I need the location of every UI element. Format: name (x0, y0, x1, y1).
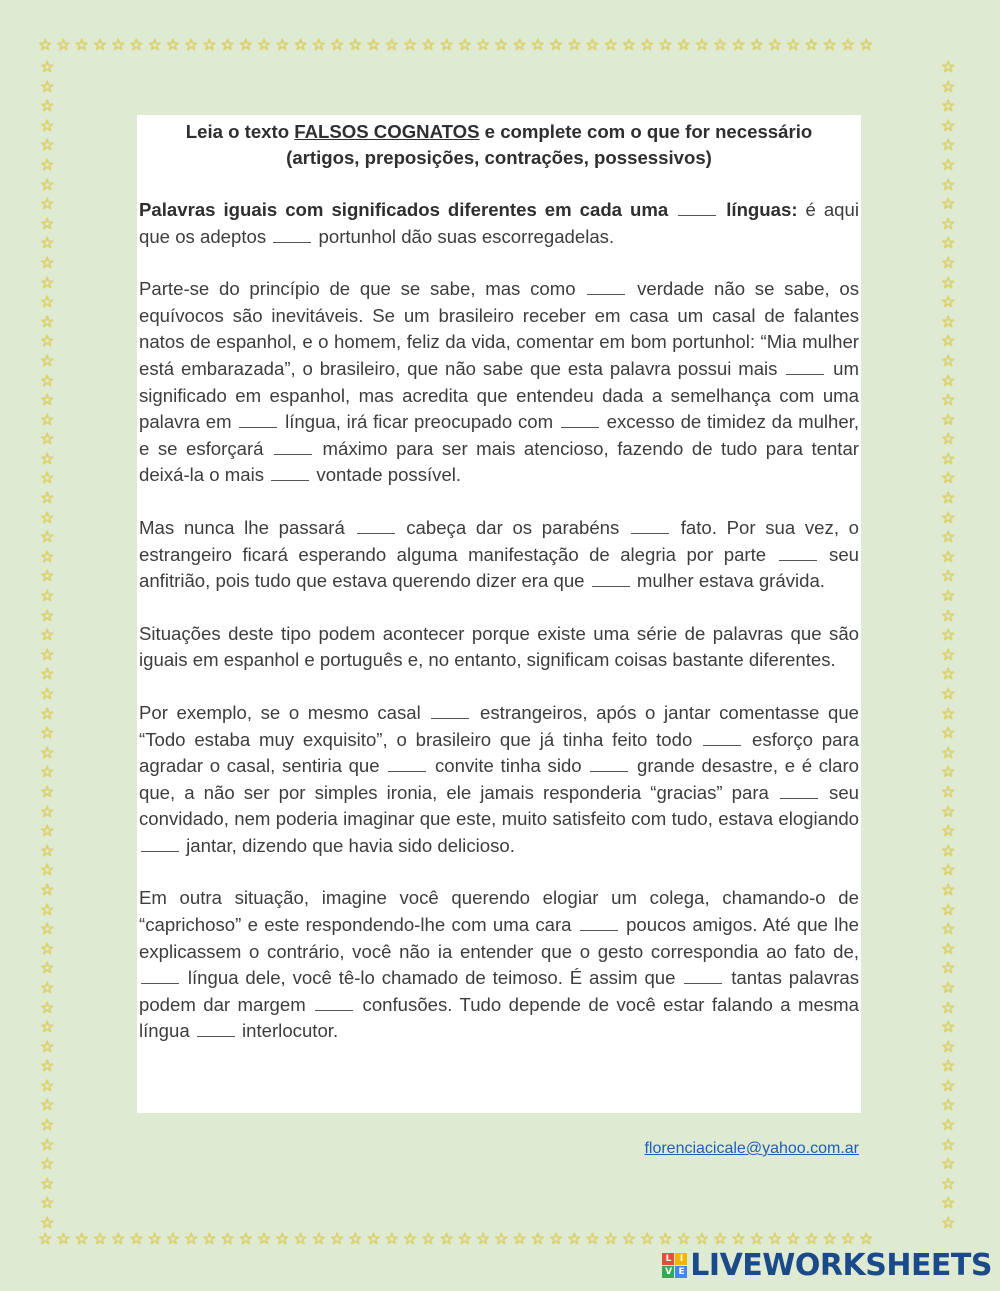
blank-field[interactable] (561, 411, 599, 428)
text-segment: um significado em espanhol, mas acredita que entendeu dada a semelhança com uma palavra em (139, 357, 860, 433)
text-segment: seu convidado, nem poderia imaginar que este, muito satisfeito com tudo, estava elogiando (139, 781, 859, 830)
blank-field[interactable] (271, 464, 309, 481)
blank-field[interactable] (631, 517, 669, 534)
heading-post: e complete com o que for necessário (479, 121, 813, 142)
blank-field[interactable] (141, 835, 179, 852)
bold-text: Palavras iguais com significados diferentes em cada uma (139, 199, 669, 220)
star-border-right: ☆☆☆☆☆☆☆☆☆☆☆☆☆☆☆☆☆☆☆☆☆☆☆☆☆☆☆☆☆☆☆☆☆☆☆☆☆☆☆☆☆☆☆☆☆☆☆☆☆☆☆☆☆☆☆☆☆☆☆☆ (941, 59, 956, 1233)
heading-pre: Leia o texto (185, 121, 295, 142)
text-segment: Em outra situação, imagine você querendo elogiar um colega, chamando-o de “caprichoso” e este respondendo-lhe com uma cara (139, 887, 859, 936)
star-border-bottom: ☆☆☆☆☆☆☆☆☆☆☆☆☆☆☆☆☆☆☆☆☆☆☆☆☆☆☆☆☆☆☆☆☆☆☆☆☆☆☆☆☆☆☆☆☆☆ (38, 1232, 878, 1248)
blank-field[interactable] (315, 994, 353, 1011)
star-border-left: ☆☆☆☆☆☆☆☆☆☆☆☆☆☆☆☆☆☆☆☆☆☆☆☆☆☆☆☆☆☆☆☆☆☆☆☆☆☆☆☆☆☆☆☆☆☆☆☆☆☆☆☆☆☆☆☆☆☆☆☆ (40, 59, 55, 1233)
text-segment: língua dele, você tê-lo chamado de teimoso. É assim que (187, 967, 676, 989)
text-segment: estrangeiros, após o jantar comentasse que “Todo estaba muy exquisito”, o brasileiro que já tinha feito todo (139, 701, 860, 750)
text-segment: máximo para ser mais atencioso, fazendo de tudo para tentar deixá-la o mais (139, 437, 860, 486)
paragraph-4 (139, 621, 859, 674)
text-segment: poucos amigos. Até que lhe explicassem o contrário, você não ia entender que o gesto correspondia ao fato de, (139, 914, 859, 962)
paragraph-5 (139, 700, 859, 860)
blank-field[interactable] (703, 729, 741, 746)
blank-field[interactable] (141, 967, 179, 984)
brand-logo-letter: L (662, 1253, 674, 1265)
text-segment: esforço para agradar o casal, sentiria que (139, 728, 860, 777)
text-segment: jantar, dizendo que havia sido delicioso. (186, 834, 515, 856)
paragraph-3 (139, 515, 859, 595)
brand-logo-letter: E (675, 1266, 687, 1278)
text-segment: vontade possível. (316, 464, 462, 486)
blank-field[interactable] (590, 755, 628, 772)
text-segment: interlocutor. (242, 1020, 339, 1042)
blank-field[interactable] (239, 411, 277, 428)
text-segment: é aqui que os adeptos (139, 199, 860, 247)
text-segment: Parte-se do princípio de que se sabe, mas como (139, 278, 576, 300)
text-segment: grande desastre, e é claro que, a não ser por simples ironia, ele jamais responderia “gracias” para (139, 755, 859, 803)
heading-title: FALSOS COGNATOS (294, 121, 480, 142)
brand-logo-letter: V (662, 1266, 674, 1278)
brand-name: LIVEWORKSHEETS (690, 1248, 992, 1283)
text-segment: mulher estava grávida. (636, 570, 825, 592)
blank-field[interactable] (388, 755, 426, 772)
blank-field[interactable] (786, 358, 824, 375)
worksheet-panel (137, 115, 861, 1113)
blank-field[interactable] (779, 544, 817, 561)
star-border-top: ☆☆☆☆☆☆☆☆☆☆☆☆☆☆☆☆☆☆☆☆☆☆☆☆☆☆☆☆☆☆☆☆☆☆☆☆☆☆☆☆☆☆☆☆☆☆ (38, 38, 878, 54)
liveworksheets-logo[interactable] (662, 1248, 992, 1283)
blank-field[interactable] (197, 1020, 235, 1037)
text-segment: Por exemplo, se o mesmo casal (139, 701, 421, 723)
text-segment: Situações deste tipo podem acontecer porque existe uma série de palavras que são iguais em espanhol e português e, no entanto, significam coisas bastante diferentes. (139, 622, 859, 671)
blank-field[interactable] (678, 199, 716, 216)
page-title (139, 119, 859, 171)
text-segment: língua, irá ficar preocupado com (285, 411, 554, 433)
brand-logo-letter: I (675, 1253, 687, 1265)
blank-field[interactable] (580, 914, 618, 931)
text-segment: verdade não se sabe, os equívocos são inevitáveis. Se um brasileiro receber em casa um casal de falantes natos de espanhol, e o homem, feliz da vida, comentar em bom portunhol: “Mia mulher está embarazada”, o brasileiro, que não sabe que esta palavra possui mais (139, 278, 860, 379)
blank-field[interactable] (357, 517, 395, 534)
blank-field[interactable] (431, 702, 469, 719)
author-email-link[interactable]: florenciacicale@yahoo.com.ar (644, 1140, 859, 1157)
text-segment: fato. Por sua vez, o estrangeiro ficará esperando alguma manifestação de alegria por parte (139, 516, 860, 565)
text-segment: portunhol dão suas escorregadelas. (318, 225, 615, 247)
text-segment: Mas nunca lhe passará (139, 516, 345, 538)
heading-subtitle: (artigos, preposições, contrações, possessivos) (286, 147, 712, 168)
text-segment: tantas palavras podem dar margem (139, 967, 860, 1015)
text-segment: convite tinha sido (434, 755, 582, 777)
brand-logo-icon (662, 1253, 687, 1278)
blank-field[interactable] (587, 278, 625, 295)
blank-field[interactable] (684, 967, 722, 984)
paragraph-6 (139, 885, 859, 1045)
text-segment: seu anfitrião, pois tudo que estava querendo dizer era que (139, 543, 859, 592)
blank-field[interactable] (592, 570, 630, 587)
paragraph-2 (139, 276, 859, 489)
bold-text: línguas: (726, 199, 798, 220)
blank-field[interactable] (274, 438, 312, 455)
blank-field[interactable] (273, 226, 311, 243)
paragraph-1 (139, 197, 859, 250)
text-segment: cabeça dar os parabéns (406, 516, 620, 538)
blank-field[interactable] (780, 782, 818, 799)
text-segment: excesso de timidez da mulher, e se esforçará (139, 411, 860, 459)
text-segment: confusões. Tudo depende de você estar falando a mesma língua (139, 993, 859, 1042)
